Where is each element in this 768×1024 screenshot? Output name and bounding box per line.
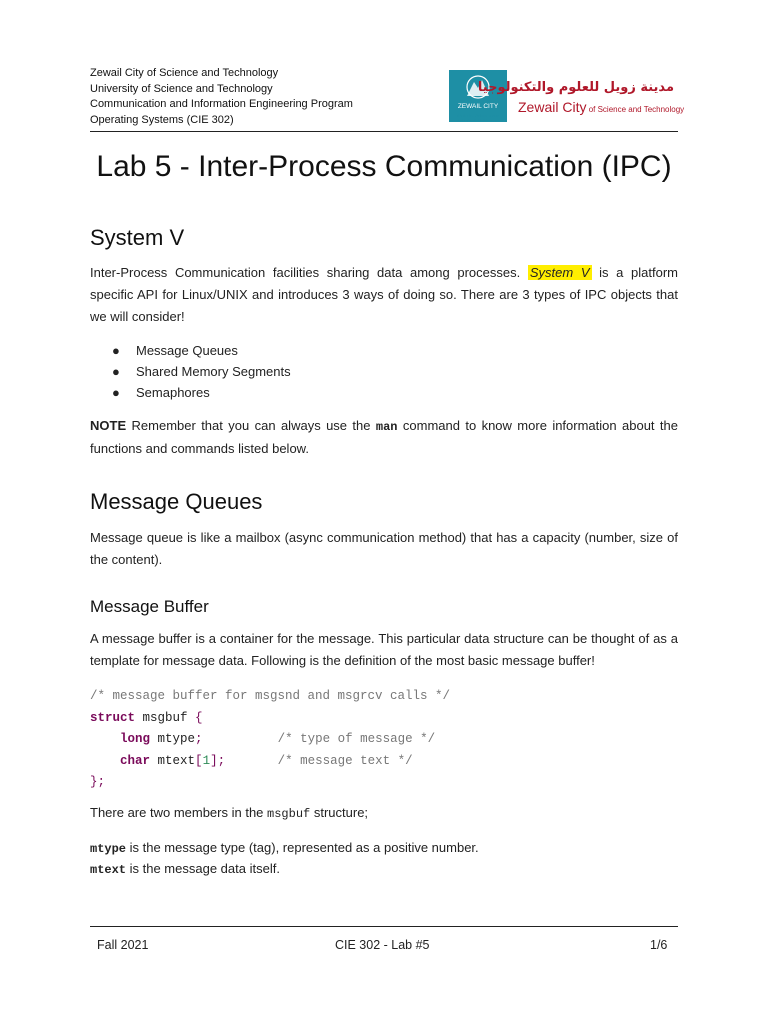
highlight-system-v: System V: [529, 265, 590, 280]
logo-english-name: [518, 99, 684, 117]
logo-inaugurated-line: INAUGURATED 2011: [456, 118, 500, 123]
code-identifier: mtype: [150, 732, 196, 746]
ipc-objects-list: [112, 340, 291, 403]
message-buffer-paragraph: A message buffer is a container for the message. This particular data structure can be thought of as a template for message data. Following is the definition of the most basic message buffer!: [90, 631, 678, 668]
mtext-description: [90, 858, 678, 881]
mtext-label: mtext: [90, 863, 127, 877]
code-comment: /* message buffer for msgsnd and msgrcv calls */: [90, 689, 451, 703]
code-block-msgbuf: [90, 686, 450, 794]
para-text: Remember that you can always use the: [126, 418, 376, 433]
logo-box-text: ZEWAIL CITY: [457, 103, 499, 110]
code-punct: ;: [195, 732, 203, 746]
code-keyword: long: [120, 732, 151, 746]
system-v-paragraph: [90, 262, 678, 328]
header-line-1: Zewail City of Science and Technology: [90, 67, 279, 79]
code-comment: /* message text */: [277, 753, 413, 768]
page-title: Lab 5 - Inter-Process Communication (IPC): [96, 150, 672, 183]
institution-header: [90, 66, 353, 128]
section-heading-message-queues: Message Queues: [90, 489, 263, 514]
bullet-icon: ●: [112, 385, 120, 400]
footer-page-number: 1/6: [650, 938, 668, 952]
logo-arabic-name: مدينة زويل للعلوم والتكنولوجيا: [477, 80, 674, 95]
code-keyword: char: [120, 753, 151, 768]
code-punct: ;: [217, 753, 226, 768]
logo-en-big: Zewail City: [518, 99, 587, 115]
note-paragraph: [90, 415, 678, 460]
para-text: command to know more information about the functions and commands listed below.: [90, 418, 678, 456]
para-text: is the message type (tag), represented as a positive number.: [126, 840, 479, 855]
mtype-label: mtype: [90, 842, 127, 856]
members-paragraph: [90, 802, 678, 825]
list-item: [112, 361, 291, 382]
footer-course: CIE 302 - Lab #5: [335, 938, 430, 952]
list-item: [112, 382, 291, 403]
code-identifier: msgbuf: [135, 710, 196, 725]
logo-en-small: of Science and Technology: [586, 105, 685, 114]
footer-semester: Fall 2021: [97, 938, 149, 952]
footer-divider: [90, 926, 678, 927]
code-keyword: struct: [90, 710, 136, 725]
mtype-description: [90, 837, 678, 860]
code-identifier: mtext: [150, 753, 196, 768]
para-text: is a platform specific API for Linux/UNIX and introduces 3 ways of doing so. There are 3 types of IPC objects that we will consider!: [90, 265, 679, 324]
code-punct: };: [90, 775, 106, 789]
message-queues-paragraph: Message queue is like a mailbox (async communication method) that has a capacity (number, size of the content).: [90, 530, 678, 567]
list-item-label: Semaphores: [136, 385, 210, 400]
subheading-message-buffer: Message Buffer: [90, 597, 209, 616]
logo-established: [449, 113, 507, 123]
para-text: Inter-Process Communication facilities sharing data among processes.: [90, 265, 528, 280]
code-punct: {: [195, 710, 203, 725]
header-divider: [90, 131, 678, 132]
bullet-icon: ●: [112, 364, 120, 379]
bullet-icon: ●: [112, 343, 120, 358]
msgbuf-code: msgbuf: [267, 807, 311, 821]
list-item: [112, 340, 291, 361]
list-item-label: Shared Memory Segments: [136, 364, 291, 379]
code-punct: [: [195, 753, 203, 768]
list-item-label: Message Queues: [136, 343, 238, 358]
para-text: There are two members in the: [90, 805, 268, 820]
header-line-4: Operating Systems (CIE 302): [90, 113, 234, 126]
section-heading-system-v: System V: [90, 225, 185, 250]
note-label: NOTE: [90, 418, 127, 433]
man-command: man: [375, 420, 398, 434]
code-comment: /* type of message */: [277, 732, 436, 746]
header-line-3: Communication and Information Engineering Program: [90, 98, 353, 110]
code-punct: ]: [210, 753, 218, 768]
logo-established-line: ESTABLISHED 2000: [456, 113, 500, 118]
para-text: is the message data itself.: [126, 861, 280, 876]
code-number: 1: [202, 753, 211, 768]
header-line-2: University of Science and Technology: [90, 82, 273, 95]
para-text: structure;: [310, 805, 369, 820]
